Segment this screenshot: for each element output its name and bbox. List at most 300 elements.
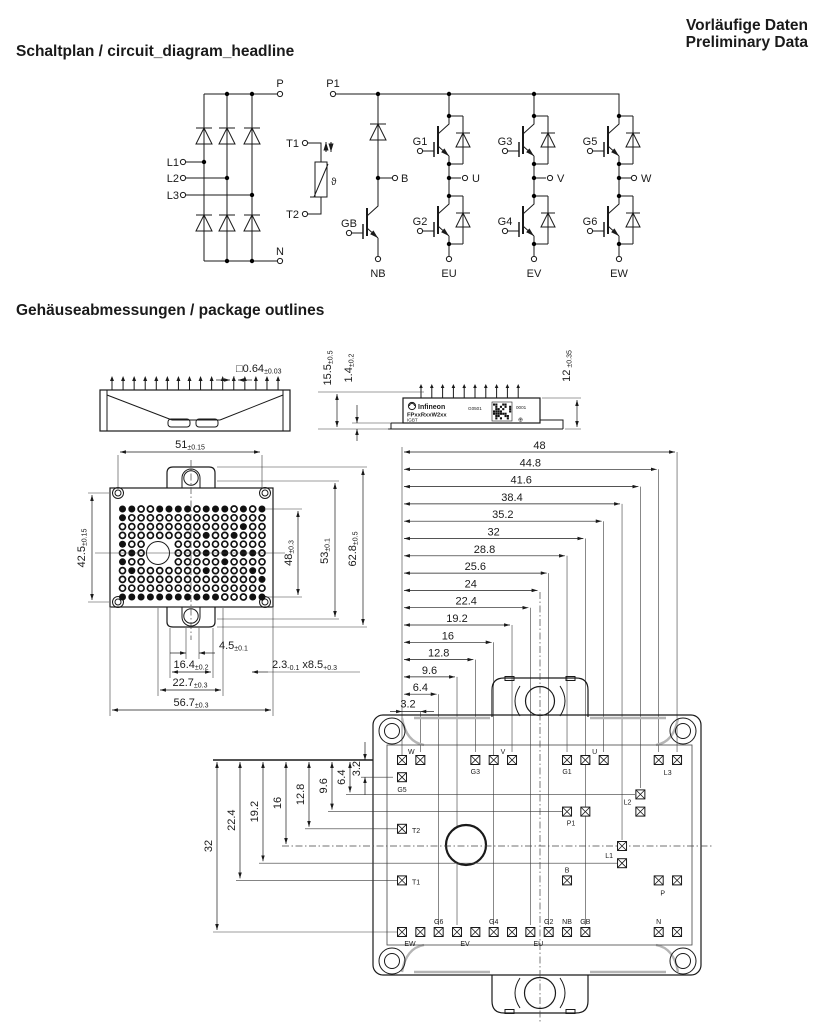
pin-dot-filled — [166, 594, 173, 601]
bottom-view — [203, 592, 714, 1022]
pin-dot-open — [222, 541, 228, 547]
pin-dot-filled — [175, 594, 182, 601]
pin-dot-open — [138, 506, 144, 512]
pin-dot-filled — [221, 558, 228, 565]
pin-dot-open — [194, 559, 200, 565]
pin-dot-open — [147, 532, 153, 538]
pin-tip — [187, 376, 191, 381]
pin-dot-filled — [203, 506, 210, 513]
pin-dot-open — [240, 594, 246, 600]
dim-tab-slot-span: 53±0.1 — [319, 538, 332, 564]
terminal-l2 — [180, 175, 185, 180]
dimension-ladder — [390, 440, 677, 925]
dim-row-label: 3.2 — [351, 760, 363, 777]
datamatrix-cell — [509, 410, 511, 412]
pin-dot-open — [120, 585, 126, 591]
pin-dot-open — [157, 568, 163, 574]
pin-dot-open — [213, 515, 219, 521]
pin-tip — [254, 376, 258, 381]
terminal-b — [392, 175, 397, 180]
pin-dot-filled — [203, 567, 210, 574]
pin-dot-open — [175, 559, 181, 565]
dim-pitch-label: 44.8 — [519, 457, 542, 470]
dim-overall-length: 62.8±0.5 — [347, 531, 360, 567]
label-p1: P1 — [326, 78, 340, 90]
pin-dot-filled — [259, 594, 266, 601]
pin-dot-open — [240, 515, 246, 521]
pin-dot-open — [138, 585, 144, 591]
datamatrix-cell — [507, 415, 509, 417]
pin-tip — [110, 376, 114, 381]
pin-dot-open — [185, 559, 191, 565]
dim-row-label: 16 — [272, 796, 284, 810]
dim-pitch-label: 32 — [487, 526, 500, 539]
datamatrix-cell — [507, 417, 509, 419]
pin-dot-open — [120, 532, 126, 538]
pin-dot-open — [203, 585, 209, 591]
dim-pitch-label: 16 — [441, 630, 454, 643]
pin-dot-filled — [193, 594, 200, 601]
dim-pitch-label: 22.4 — [455, 595, 477, 608]
dim-pitch-label: 19.2 — [446, 613, 468, 625]
pin-dot-open — [147, 524, 153, 530]
pin-dot-open — [138, 568, 144, 574]
pin-tip — [276, 376, 280, 381]
datamatrix-cell — [498, 415, 500, 417]
dim-total-height: 15.5±0.5 — [322, 350, 335, 386]
pin-dot-open — [213, 585, 219, 591]
datamatrix-cell — [498, 408, 500, 410]
pin-dot-open — [259, 541, 265, 547]
pin-dot-open — [213, 559, 219, 565]
pad-label: G2 — [544, 919, 554, 926]
pin-dot-open — [222, 532, 228, 538]
dim-row-label: 19.2 — [249, 800, 261, 823]
dim-row-label: 22.4 — [226, 809, 238, 831]
dim-body-width: 51±0.15 — [175, 439, 205, 452]
terminal-p — [277, 91, 282, 96]
dim-pitch-label: 35.2 — [492, 509, 514, 522]
circuit-diagram — [167, 78, 652, 280]
pin-dot-open — [147, 576, 153, 582]
pin-dot-open — [194, 532, 200, 538]
pin-dot-open — [231, 541, 237, 547]
brand-text: Infineon — [418, 404, 446, 411]
pin-dot-open — [222, 585, 228, 591]
pin-tip — [265, 376, 269, 381]
terminal-t2 — [302, 211, 307, 216]
pin-dot-open — [231, 506, 237, 512]
status-line-en: Preliminary Data — [685, 34, 808, 51]
terminal-l1 — [180, 159, 185, 164]
label-n: N — [276, 246, 284, 258]
center-hole — [446, 825, 486, 865]
pin-dot-open — [194, 524, 200, 530]
label-ew: EW — [610, 268, 628, 280]
datamatrix-cell — [502, 408, 504, 410]
datamatrix-cell — [495, 404, 497, 406]
pin-dot-open — [259, 515, 265, 521]
pin-dot-filled — [128, 594, 135, 601]
datamatrix-cell — [500, 406, 502, 408]
pin-dot-open — [157, 532, 163, 538]
dim-tab-width: 16.4±0.2 — [173, 659, 209, 672]
pin-dot-open — [194, 506, 200, 512]
terminal-g3 — [502, 148, 507, 153]
pin-dot-filled — [128, 506, 135, 513]
pad-label: L3 — [663, 770, 672, 777]
pad-label: L1 — [605, 853, 614, 860]
dim-pitch-label: 9.6 — [421, 664, 438, 677]
dim-mount-hole-span: 42.5±0.15 — [76, 528, 89, 568]
pin-dot-open — [120, 576, 126, 582]
label-ev: EV — [526, 268, 542, 280]
pin-dot-open — [185, 532, 191, 538]
pad-label: G3 — [470, 769, 481, 776]
label-theta: ϑ — [331, 177, 337, 188]
label-g5: G5 — [582, 136, 598, 148]
dim-standoff: 1.4±0.2 — [343, 353, 356, 383]
pin-tip — [430, 384, 434, 388]
pin-dot-filled — [240, 523, 247, 530]
pad-label: W — [408, 749, 415, 756]
pin-dot-open — [129, 576, 135, 582]
pad-label: P — [660, 890, 666, 898]
pin-dot-filled — [259, 576, 266, 583]
pin-dot-open — [203, 524, 209, 530]
pad-label: U — [592, 749, 598, 756]
pin-dot-open — [175, 585, 181, 591]
datamatrix-cell — [493, 413, 495, 415]
pin-dot-open — [259, 559, 265, 565]
pin-tip — [495, 384, 499, 388]
pin-tip — [516, 384, 520, 388]
pin-dot-open — [259, 568, 265, 574]
pin-dot-filled — [249, 567, 256, 574]
pin-dot-open — [231, 515, 237, 521]
terminal-v — [547, 175, 552, 180]
pad-label: GB — [580, 919, 591, 926]
pin-tip — [452, 384, 456, 388]
label-gb: GB — [341, 218, 357, 230]
pin-dot-open — [185, 568, 191, 574]
datamatrix-code — [492, 402, 512, 421]
part-number: FPxxRxxW2xx — [407, 412, 447, 419]
dim-pitch-label: 41.6 — [510, 474, 532, 487]
pad-label: G4 — [489, 919, 499, 926]
pad-label: N — [656, 919, 662, 926]
terminal-t1 — [302, 140, 307, 145]
status-line-de: Vorläufige Daten — [685, 17, 808, 34]
pin-dot-open — [129, 541, 135, 547]
terminal-g1 — [417, 148, 422, 153]
pin-dot-open — [166, 515, 172, 521]
pin-dot-open — [166, 568, 172, 574]
pin-dot-open — [157, 585, 163, 591]
dim-pin-field-height: 48±0.3 — [283, 540, 296, 566]
dim-row-label: 12.8 — [295, 783, 307, 806]
pin-dot-open — [250, 576, 256, 582]
datamatrix-cell — [495, 408, 497, 410]
pad-label: EU — [533, 941, 544, 948]
dim-pitch-label: 48 — [533, 440, 546, 452]
pin-dot-open — [166, 585, 172, 591]
pin-dot-filled — [119, 594, 126, 601]
pin-dot-filled — [231, 532, 238, 539]
dim-pitch-label: 24 — [464, 578, 477, 591]
datamatrix-cell — [509, 408, 511, 410]
label-l3: L3 — [166, 190, 179, 202]
pin-dot-filled — [119, 514, 126, 521]
datamatrix-cell — [505, 406, 507, 408]
datamatrix-cell — [498, 410, 500, 412]
pin-dot-filled — [249, 594, 256, 601]
datamatrix-cell — [498, 413, 500, 415]
serial-number: 0001 — [516, 405, 527, 410]
pad-label: EW — [404, 941, 416, 948]
pin-dot-open — [120, 568, 126, 574]
pin-dot-filled — [212, 594, 219, 601]
pin-dot-open — [250, 532, 256, 538]
terminal-l3 — [180, 192, 185, 197]
device-type: IGBT — [407, 417, 418, 423]
terminal-u — [462, 175, 467, 180]
label-l1: L1 — [166, 157, 179, 169]
pin-dot-open — [231, 524, 237, 530]
pin-dot-filled — [166, 506, 173, 513]
pin-dot-open — [194, 568, 200, 574]
pin-dot-filled — [240, 506, 247, 513]
pin-dot-open — [185, 524, 191, 530]
terminal-nb — [375, 256, 380, 261]
dim-tab-base-width: 22.7±0.3 — [172, 677, 208, 690]
pin-dot-filled — [119, 506, 126, 513]
pin-dot-open — [185, 585, 191, 591]
pin-tip — [473, 384, 477, 388]
pin-dot-open — [259, 585, 265, 591]
pin-dot-filled — [156, 594, 163, 601]
label-b: B — [401, 173, 409, 185]
pin-dot-filled — [203, 532, 210, 539]
pin-tip — [484, 384, 488, 388]
pin-tip — [462, 384, 466, 388]
circuit-headline: Schaltplan / circuit_diagram_headline — [16, 43, 295, 60]
label-l2: L2 — [166, 173, 179, 185]
label-p: P — [276, 78, 284, 90]
terminal-p1 — [330, 91, 335, 96]
dim-row-label: 6.4 — [336, 769, 348, 785]
pin-dot-open — [129, 559, 135, 565]
pin-dot-open — [213, 524, 219, 530]
pin-dot-open — [213, 576, 219, 582]
datamatrix-cell — [502, 413, 504, 415]
label-g1: G1 — [412, 136, 428, 148]
pad-label: G1 — [562, 769, 572, 776]
pin-dot-open — [138, 559, 144, 565]
pin-dot-open — [157, 524, 163, 530]
pin-dot-filled — [175, 506, 182, 513]
pin-dot-open — [147, 515, 153, 521]
datamatrix-cell — [505, 415, 507, 417]
pin-tip — [132, 376, 136, 381]
dim-row-label: 32 — [203, 839, 215, 853]
pad-label: P1 — [566, 820, 576, 828]
pin-dot-open — [250, 559, 256, 565]
pin-dot-open — [250, 515, 256, 521]
pin-dot-open — [194, 515, 200, 521]
pad-label: T2 — [412, 827, 421, 835]
label-g4: G4 — [497, 216, 513, 228]
pin-dot-open — [240, 559, 246, 565]
pin-dot-open — [222, 515, 228, 521]
terminal-g5 — [587, 148, 592, 153]
terminal-ev — [531, 256, 536, 261]
pin-dot-open — [147, 568, 153, 574]
dim-row-label: 9.6 — [318, 778, 330, 794]
pin-dot-open — [231, 559, 237, 565]
pin-dot-open — [175, 532, 181, 538]
pin-dot-open — [250, 585, 256, 591]
label-g6: G6 — [582, 216, 598, 228]
pad-label: G6 — [434, 919, 444, 926]
pin-dot-open — [175, 541, 181, 547]
pin-dot-open — [157, 576, 163, 582]
datamatrix-cell — [495, 410, 497, 412]
pin-dot-open — [138, 524, 144, 530]
pad-label: G5 — [397, 787, 407, 795]
pin-dot-open — [213, 568, 219, 574]
pin-dot-open — [250, 541, 256, 547]
terminal-ew — [616, 256, 621, 261]
pin-dot-open — [138, 532, 144, 538]
pin-dot-open — [231, 568, 237, 574]
dim-overall-width: 56.7±0.3 — [173, 697, 209, 710]
datamatrix-cell — [500, 417, 502, 419]
pin-dot-open — [231, 594, 237, 600]
pin-dot-open — [175, 515, 181, 521]
datamatrix-cell — [495, 417, 497, 419]
datamatrix-cell — [505, 404, 507, 406]
dim-pin-square: □0.64±0.03 — [236, 363, 282, 376]
pin-dot-filled — [221, 506, 228, 513]
label-v: V — [557, 173, 565, 185]
pin-dot-open — [240, 585, 246, 591]
pin-tip — [419, 384, 423, 388]
dim-pitch-label: 38.4 — [501, 491, 523, 504]
pin-dot-open — [120, 524, 126, 530]
datamatrix-cell — [500, 413, 502, 415]
pin-dot-open — [222, 568, 228, 574]
pin-dot-open — [203, 576, 209, 582]
pin-dot-open — [166, 532, 172, 538]
terminal-n — [277, 258, 282, 263]
approval-icon: ⊕ — [518, 417, 524, 424]
pin-dot-open — [203, 515, 209, 521]
dim-pitch-label: 6.4 — [412, 682, 428, 695]
pin-dot-open — [194, 585, 200, 591]
datamatrix-cell — [495, 413, 497, 415]
pin-dot-open — [129, 585, 135, 591]
pad-label: NB — [562, 919, 572, 926]
pin-dot-open — [222, 524, 228, 530]
datamatrix-cell — [502, 404, 504, 406]
datamatrix-cell — [493, 410, 495, 412]
pin-dot-open — [175, 568, 181, 574]
label-g3: G3 — [497, 136, 513, 148]
label-g2: G2 — [412, 216, 428, 228]
side-view-front — [100, 363, 290, 431]
datamatrix-cell — [505, 413, 507, 415]
pin-dot-open — [259, 524, 265, 530]
pin-dot-open — [203, 559, 209, 565]
date-code: G0501 — [468, 406, 482, 411]
pin-dot-filled — [212, 506, 219, 513]
pin-dot-open — [129, 532, 135, 538]
pin-dot-filled — [128, 567, 135, 574]
pin-dot-open — [138, 576, 144, 582]
pin-dot-open — [138, 515, 144, 521]
dim-body-height: 12±0.35 — [561, 350, 574, 382]
side-view-labeled — [318, 350, 581, 441]
pin-dot-open — [250, 506, 256, 512]
pin-dot-open — [250, 524, 256, 530]
pin-dot-filled — [259, 506, 266, 513]
pin-dot-open — [175, 576, 181, 582]
pin-dot-open — [194, 541, 200, 547]
top-view — [76, 439, 367, 716]
dim-pitch-label: 28.8 — [473, 543, 496, 556]
pin-dot-open — [175, 524, 181, 530]
pin-tip — [121, 376, 125, 381]
pin-dot-filled — [138, 594, 145, 601]
pin-dot-open — [147, 506, 153, 512]
pin-dot-open — [138, 541, 144, 547]
datamatrix-cell — [509, 406, 511, 408]
pin-dot-open — [231, 576, 237, 582]
pin-dot-filled — [184, 506, 191, 513]
pad-label: EV — [460, 941, 470, 948]
pin-tip — [154, 376, 158, 381]
pin-dot-open — [185, 541, 191, 547]
pin-tip — [165, 376, 169, 381]
terminal-g2 — [417, 228, 422, 233]
pin-dot-open — [213, 541, 219, 547]
pin-dot-open — [185, 576, 191, 582]
dim-pitch-label: 25.6 — [464, 561, 487, 574]
pin-dot-filled — [147, 594, 154, 601]
dim-slot-width: 4.5±0.1 — [219, 640, 248, 653]
pin-dot-open — [203, 541, 209, 547]
pad-label: B — [564, 867, 570, 875]
pin-dot-open — [231, 585, 237, 591]
datamatrix-cell — [495, 406, 497, 408]
terminal-gb — [346, 230, 351, 235]
pin-tip — [143, 376, 147, 381]
label-w: W — [641, 173, 652, 185]
terminal-eu — [446, 256, 451, 261]
pin-dot-open — [222, 594, 228, 600]
dim-pitch-label: 12.8 — [427, 647, 450, 660]
pin-dot-open — [240, 541, 246, 547]
pin-tip — [199, 376, 203, 381]
pin-dot-filled — [184, 594, 191, 601]
pin-tip — [506, 384, 510, 388]
pad-label: T1 — [412, 879, 421, 887]
pin-tip — [210, 376, 214, 381]
pin-dot-open — [185, 515, 191, 521]
pin-dot-open — [222, 576, 228, 582]
label-u: U — [472, 173, 480, 185]
